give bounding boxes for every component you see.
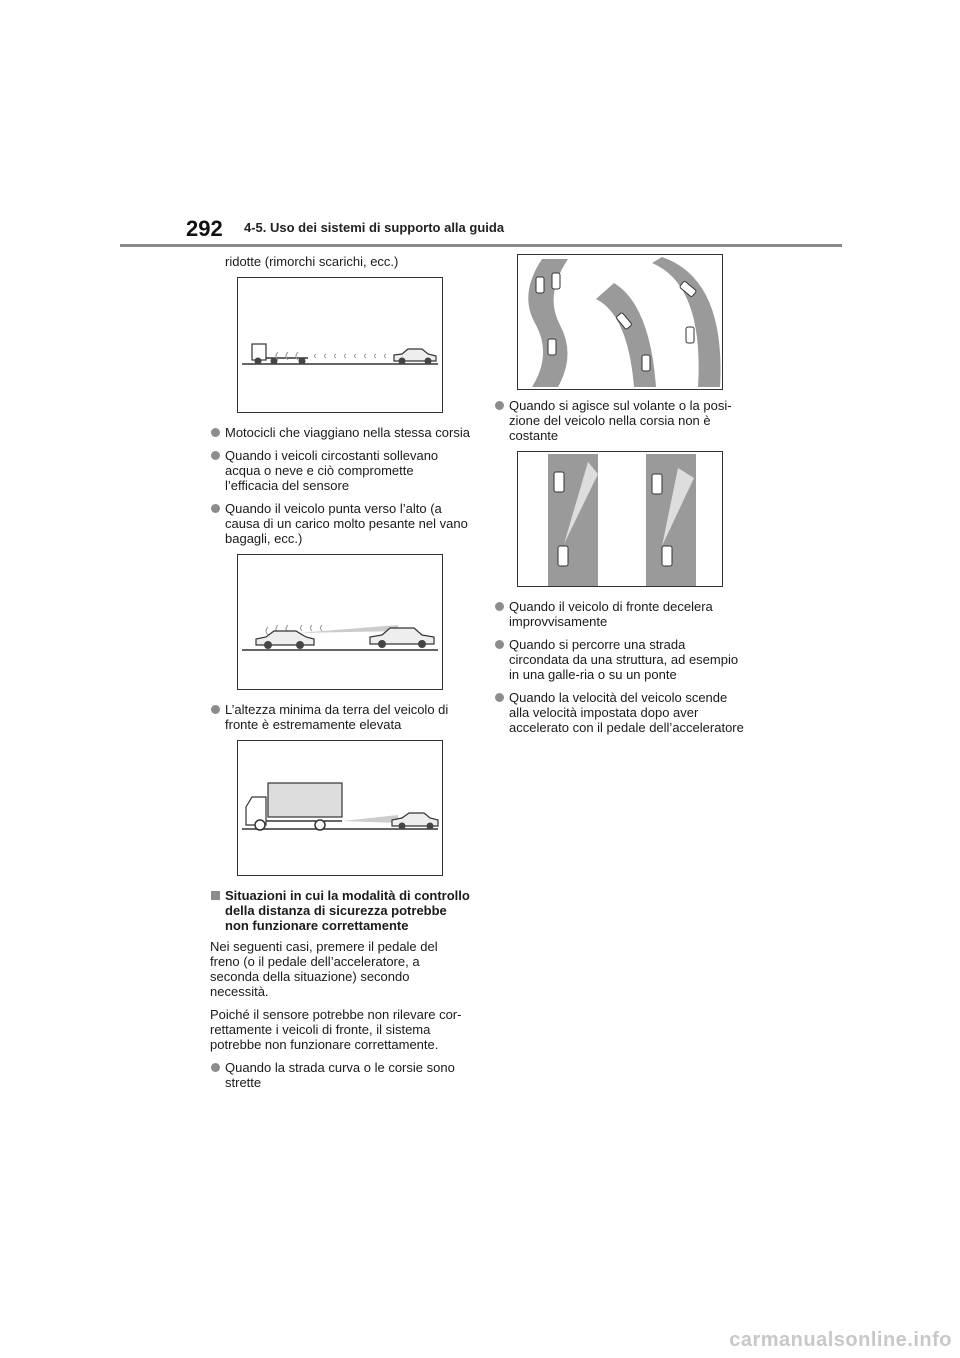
bullet-high-clearance: L’altezza minima da terra del veicolo di fronte è estremamente elevata [210, 702, 470, 732]
bullet-steering: Quando si agisce sul volante o la posi-zione del veicolo nella corsia non è costante [494, 398, 744, 443]
left-column [210, 254, 470, 1098]
bullet-speed-drop: Quando la velocità del veicolo scende alla velocità impostata dopo aver accelerato con il pedale dell’acceleratore [494, 690, 744, 735]
situations-heading: Situazioni in cui la modalità di controllo della distanza di sicurezza potrebbe non funzionare correttamente [210, 888, 470, 933]
bullet-vehicle-up: Quando il veicolo punta verso l’alto (a causa di un carico molto pesante nel vano bagagli, ecc.) [210, 501, 470, 546]
bullet-motorcycles: Motocicli che viaggiano nella stessa corsia [210, 425, 470, 440]
section-title: 4-5. Uso dei sistemi di supporto alla guida [244, 220, 505, 235]
paragraph-sensor: Poiché il sensore potrebbe non rilevare cor-rettamente i veicoli di fronte, il sistema potrebbe non funzionare correttamente. [210, 1007, 462, 1052]
bullet-decelerate: Quando il veicolo di fronte decelera improvvisamente [494, 599, 744, 629]
figure-truck [237, 740, 443, 876]
figure-lanes [517, 451, 723, 587]
watermark: carmanualsonline.info [729, 1329, 952, 1351]
bullet-curves: Quando la strada curva o le corsie sono strette [210, 1060, 470, 1090]
figure-pitch-up [237, 554, 443, 690]
figure-curves [517, 254, 723, 390]
figure-trailer [237, 277, 443, 413]
intro-line: ridotte (rimorchi scarichi, ecc.) [225, 254, 399, 269]
right-column [494, 254, 744, 743]
page-number: 292 [186, 216, 223, 241]
bullet-tunnel: Quando si percorre una strada circondata da una struttura, ad esempio in una galle-ria o su un ponte [494, 637, 744, 682]
header-rule [120, 244, 842, 247]
bullet-water-snow: Quando i veicoli circostanti sollevano acqua o neve e ciò compromette l’efficacia del sensore [210, 448, 470, 493]
paragraph-brake: Nei seguenti casi, premere il pedale del freno (o il pedale dell’acceleratore, a seconda della situazione) secondo necessità. [210, 939, 438, 999]
